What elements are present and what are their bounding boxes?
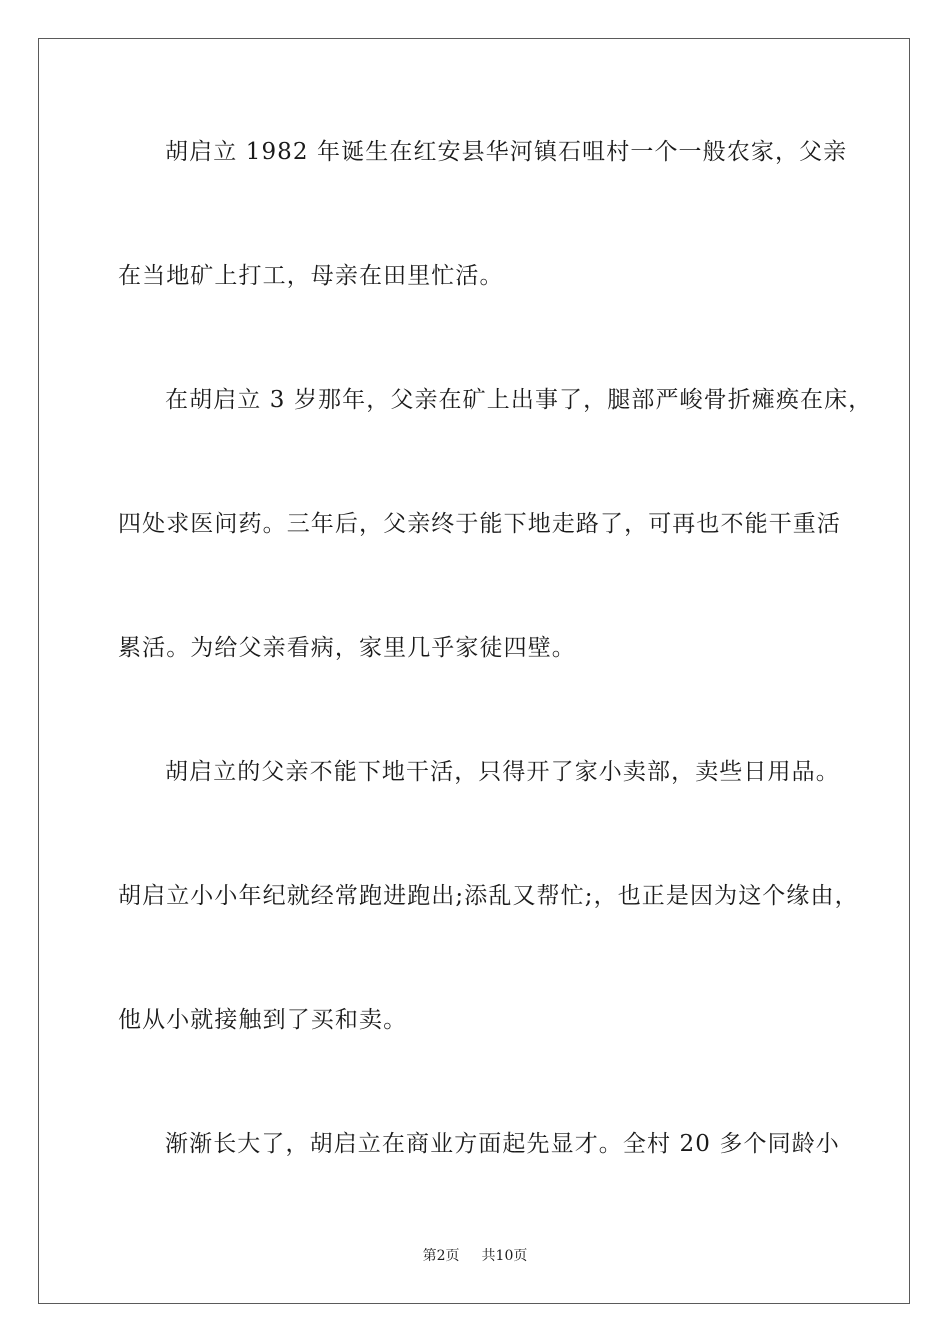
text-line-1: 胡启立 1982 年诞生在红安县华河镇石咀村一个一般农家，父亲 — [165, 139, 848, 165]
text-line-7: 胡启立小小年纪就经常跑进跑出;添乱又帮忙;，也正是因为这个缘由， — [118, 883, 859, 909]
page-number: 第2页 — [422, 1248, 460, 1264]
text-line-5: 累活。为给父亲看病，家里几乎家徒四壁。 — [118, 635, 576, 661]
page-footer — [0, 1247, 950, 1265]
page-border — [38, 38, 910, 1304]
text-line-6: 胡启立的父亲不能下地干活，只得开了家小卖部，卖些日用品。 — [165, 759, 840, 785]
text-line-3: 在胡启立 3 岁那年，父亲在矿上出事了，腿部严峻骨折瘫痪在床， — [165, 387, 873, 413]
text-line-9: 渐渐长大了，胡启立在商业方面起先显才。全村 20 多个同龄小 — [165, 1131, 840, 1157]
text-line-8: 他从小就接触到了买和卖。 — [118, 1007, 408, 1033]
text-line-4: 四处求医问药。三年后，父亲终于能下地走路了，可再也不能干重活 — [118, 511, 841, 537]
text-line-2: 在当地矿上打工，母亲在田里忙活。 — [118, 263, 504, 289]
page-total: 共10页 — [481, 1248, 528, 1264]
